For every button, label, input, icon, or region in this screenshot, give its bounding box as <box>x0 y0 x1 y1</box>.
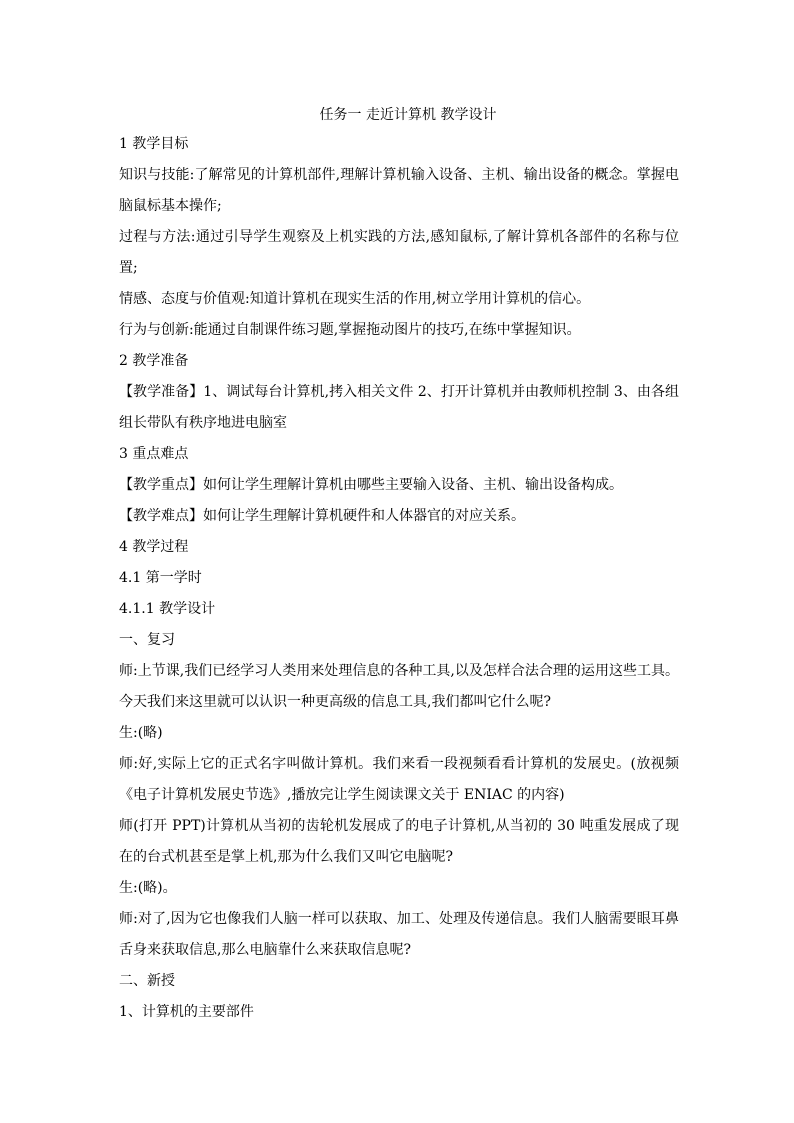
section-heading-preparation: 2 教学准备 <box>119 353 189 369</box>
paragraph-attitude-values: 情感、态度与价值观:知道计算机在现实生活的作用,树立学用计算机的信心。 <box>119 291 591 307</box>
paragraph-teacher-3: 师(打开 PPT)计算机从当初的齿轮机发展成了的电子计算机,从当初的 30 吨重发展成了现在的台式机甚至是掌上机,那为什么我们又叫它电脑呢? <box>119 818 679 865</box>
paragraph-student-1: 生:(略) <box>119 725 163 741</box>
subsection-heading-first-period: 4.1 第一学时 <box>119 570 202 586</box>
paragraph-knowledge-skills: 知识与技能:了解常见的计算机部件,理解计算机输入设备、主机、输出设备的概念。掌握电脑鼠标基本操作; <box>119 167 679 214</box>
section-heading-objectives: 1 教学目标 <box>119 136 189 152</box>
heading-main-components: 1、计算机的主要部件 <box>119 1004 254 1020</box>
heading-new-lesson: 二、新授 <box>119 973 175 989</box>
section-heading-key-points: 3 重点难点 <box>119 446 189 462</box>
paragraph-teacher-1: 师:上节课,我们已经学习人类用来处理信息的各种工具,以及怎样合法合理的运用这些工具。今天我们来这里就可以认识一种更高级的信息工具,我们都叫它什么呢? <box>119 663 679 710</box>
paragraph-teacher-2: 师:好,实际上它的正式名字叫做计算机。我们来看一段视频看看计算机的发展史。(放视频《电子计算机发展史节选》,播放完让学生阅读课文关于 ENIAC 的内容) <box>119 756 679 803</box>
document-page <box>119 101 679 1028</box>
paragraph-preparation: 【教学准备】1、调试每台计算机,拷入相关文件 2、打开计算机并由教师机控制 3、由各组组长带队有秩序地进电脑室 <box>119 384 679 431</box>
paragraph-difficult-point: 【教学难点】如何让学生理解计算机硬件和人体器官的对应关系。 <box>119 508 525 524</box>
section-heading-process: 4 教学过程 <box>119 539 189 555</box>
heading-review: 一、复习 <box>119 632 175 648</box>
paragraph-student-2: 生:(略)。 <box>119 880 177 896</box>
subsection-heading-design: 4.1.1 教学设计 <box>119 601 216 617</box>
paragraph-behavior-innovation: 行为与创新:能通过自制课件练习题,掌握拖动图片的技巧,在练中掌握知识。 <box>119 322 581 338</box>
paragraph-teacher-4: 师:对了,因为它也像我们人脑一样可以获取、加工、处理及传递信息。我们人脑需要眼耳鼻舌身来获取信息,那么电脑靠什么来获取信息呢? <box>119 911 679 958</box>
document-title: 任务一 走近计算机 教学设计 <box>319 107 497 123</box>
paragraph-key-point: 【教学重点】如何让学生理解计算机由哪些主要输入设备、主机、输出设备构成。 <box>119 477 623 493</box>
paragraph-process-methods: 过程与方法:通过引导学生观察及上机实践的方法,感知鼠标,了解计算机各部件的名称与位置; <box>119 229 679 276</box>
